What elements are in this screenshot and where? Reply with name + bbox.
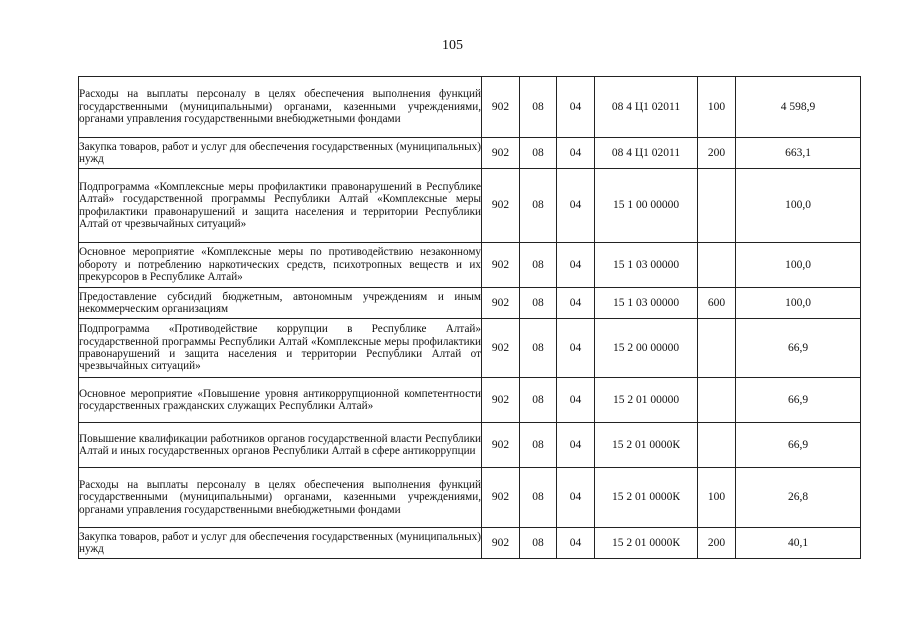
row-target-article-code: 08 4 Ц1 02011 xyxy=(595,138,698,169)
table-row xyxy=(79,319,861,378)
row-subsection-code: 04 xyxy=(557,288,595,319)
row-section-code: 08 xyxy=(520,528,557,559)
row-target-article-code: 15 2 01 00000 xyxy=(595,378,698,423)
row-amount: 26,8 xyxy=(736,468,861,528)
row-subsection-code: 04 xyxy=(557,423,595,468)
row-grbs-code: 902 xyxy=(482,468,520,528)
row-amount: 40,1 xyxy=(736,528,861,559)
row-amount: 100,0 xyxy=(736,169,861,243)
row-grbs-code: 902 xyxy=(482,138,520,169)
budget-table xyxy=(78,76,861,559)
page-number: 105 xyxy=(442,38,463,53)
row-subsection-code: 04 xyxy=(557,243,595,288)
row-amount: 66,9 xyxy=(736,378,861,423)
row-target-article-code: 15 2 01 0000К xyxy=(595,468,698,528)
row-subsection-code: 04 xyxy=(557,528,595,559)
row-description: Предоставление субсидий бюджетным, автономным учреждениям и иным некоммерческим организациям xyxy=(79,288,482,319)
row-expense-type-code: 600 xyxy=(698,288,736,319)
row-grbs-code: 902 xyxy=(482,243,520,288)
row-description: Основное мероприятие «Повышение уровня антикоррупционной компетентности государственных гражданских служащих Республики Алтай» xyxy=(79,378,482,423)
table-row xyxy=(79,138,861,169)
row-amount: 663,1 xyxy=(736,138,861,169)
row-description: Закупка товаров, работ и услуг для обеспечения государственных (муниципальных) нужд xyxy=(79,528,482,559)
row-expense-type-code xyxy=(698,378,736,423)
row-grbs-code: 902 xyxy=(482,169,520,243)
row-subsection-code: 04 xyxy=(557,468,595,528)
row-section-code: 08 xyxy=(520,288,557,319)
row-expense-type-code xyxy=(698,243,736,288)
row-subsection-code: 04 xyxy=(557,378,595,423)
row-target-article-code: 15 2 01 0000К xyxy=(595,528,698,559)
row-expense-type-code: 100 xyxy=(698,77,736,138)
table-row xyxy=(79,77,861,138)
row-target-article-code: 08 4 Ц1 02011 xyxy=(595,77,698,138)
table-row xyxy=(79,378,861,423)
table-body xyxy=(79,77,861,559)
row-section-code: 08 xyxy=(520,169,557,243)
row-expense-type-code xyxy=(698,423,736,468)
row-target-article-code: 15 2 01 0000К xyxy=(595,423,698,468)
row-subsection-code: 04 xyxy=(557,138,595,169)
row-grbs-code: 902 xyxy=(482,423,520,468)
row-section-code: 08 xyxy=(520,243,557,288)
row-description: Подпрограмма «Противодействие коррупции в Республике Алтай» государственной программы Республики Алтай «Комплексные меры профилактики правонарушений и защита населения и территории Республики Алтай от чрезвычайных ситуаций» xyxy=(79,319,482,378)
row-grbs-code: 902 xyxy=(482,77,520,138)
row-expense-type-code xyxy=(698,169,736,243)
row-grbs-code: 902 xyxy=(482,378,520,423)
row-section-code: 08 xyxy=(520,77,557,138)
row-subsection-code: 04 xyxy=(557,319,595,378)
table-row xyxy=(79,169,861,243)
row-section-code: 08 xyxy=(520,423,557,468)
row-amount: 100,0 xyxy=(736,243,861,288)
table-row xyxy=(79,243,861,288)
row-grbs-code: 902 xyxy=(482,288,520,319)
row-description: Расходы на выплаты персоналу в целях обеспечения выполнения функций государственными (муниципальными) органами, казенными учреждениями, органами управления государственными внебюджетными фондами xyxy=(79,468,482,528)
row-subsection-code: 04 xyxy=(557,169,595,243)
table-row xyxy=(79,528,861,559)
row-target-article-code: 15 2 00 00000 xyxy=(595,319,698,378)
row-expense-type-code: 200 xyxy=(698,138,736,169)
row-expense-type-code xyxy=(698,319,736,378)
row-amount: 100,0 xyxy=(736,288,861,319)
table-row xyxy=(79,288,861,319)
table-row xyxy=(79,423,861,468)
row-expense-type-code: 100 xyxy=(698,468,736,528)
row-target-article-code: 15 1 03 00000 xyxy=(595,243,698,288)
row-section-code: 08 xyxy=(520,138,557,169)
row-target-article-code: 15 1 03 00000 xyxy=(595,288,698,319)
row-amount: 66,9 xyxy=(736,319,861,378)
row-expense-type-code: 200 xyxy=(698,528,736,559)
row-description: Закупка товаров, работ и услуг для обеспечения государственных (муниципальных) нужд xyxy=(79,138,482,169)
row-section-code: 08 xyxy=(520,468,557,528)
row-grbs-code: 902 xyxy=(482,528,520,559)
row-target-article-code: 15 1 00 00000 xyxy=(595,169,698,243)
row-section-code: 08 xyxy=(520,319,557,378)
row-amount: 66,9 xyxy=(736,423,861,468)
row-description: Основное мероприятие «Комплексные меры по противодействию незаконному обороту и потреблению наркотических средств, психотропных веществ и их прекурсоров в Республике Алтай» xyxy=(79,243,482,288)
row-description: Подпрограмма «Комплексные меры профилактики правонарушений в Республике Алтай» государственной программы Республики Алтай «Комплексные меры профилактики правонарушений и защита населения и территории Республики Алтай от чрезвычайных ситуаций» xyxy=(79,169,482,243)
row-section-code: 08 xyxy=(520,378,557,423)
row-description: Расходы на выплаты персоналу в целях обеспечения выполнения функций государственными (муниципальными) органами, казенными учреждениями, органами управления государственными внебюджетными фондами xyxy=(79,77,482,138)
row-grbs-code: 902 xyxy=(482,319,520,378)
table-row xyxy=(79,468,861,528)
row-description: Повышение квалификации работников органов государственной власти Республики Алтай и иных государственных органов Республики Алтай в сфере антикоррупции xyxy=(79,423,482,468)
row-amount: 4 598,9 xyxy=(736,77,861,138)
row-subsection-code: 04 xyxy=(557,77,595,138)
